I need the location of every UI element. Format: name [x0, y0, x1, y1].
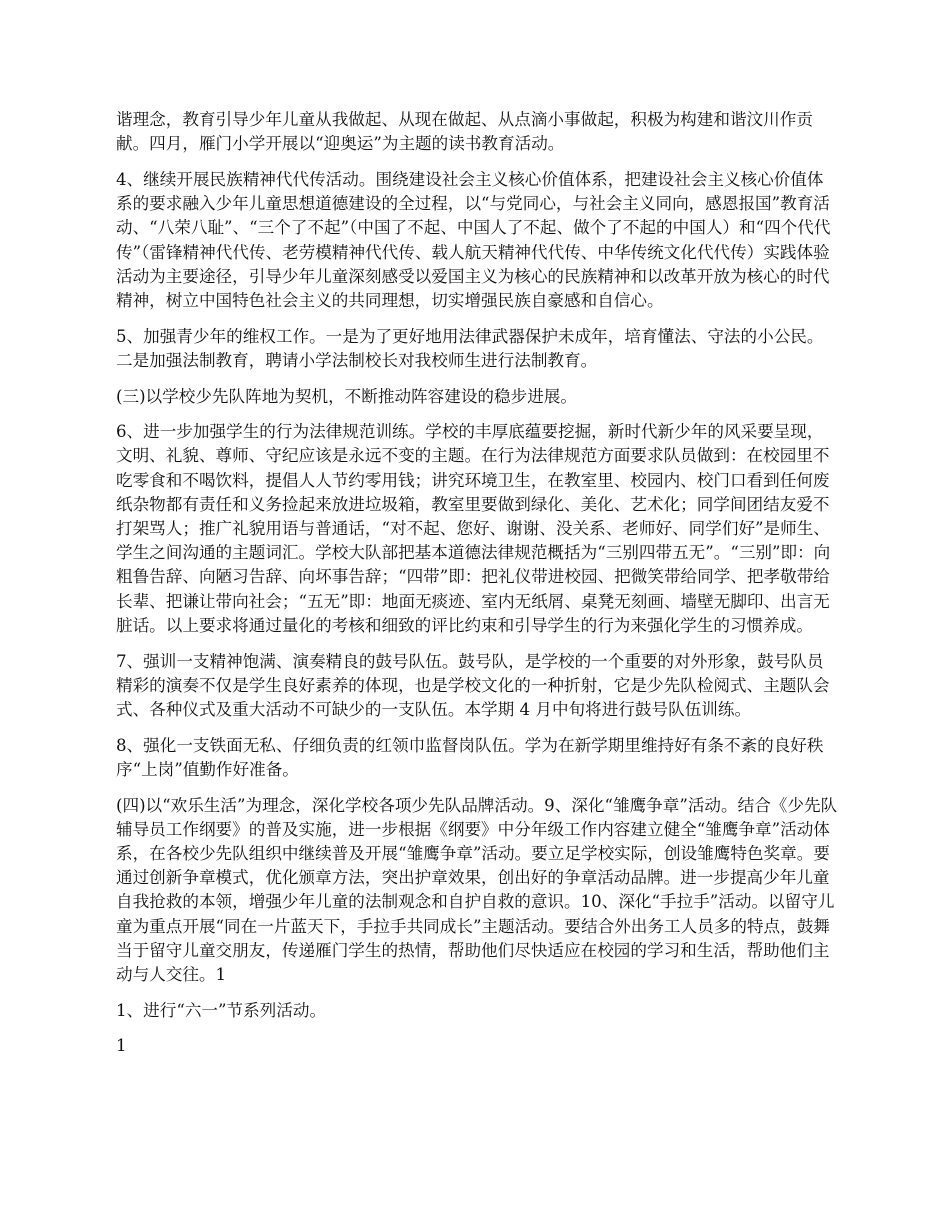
paragraph-item-8-supervision-team: 8、强化一支铁面无私、仔细负责的红领巾监督岗队伍。学为在新学期里维持好有条不紊的良好秩序“上岗”值勤作好准备。	[116, 735, 824, 779]
document-page	[116, 108, 838, 1070]
paragraph-harmony-intro: 谐理念，教育引导少年儿童从我做起、从现在做起、从点滴小事做起，积极为构建和谐汶川作贡献。四月，雁门小学开展以“迎奥运”为主题的读书教育活动。	[116, 110, 813, 154]
paragraph-item-1-childrens-day: 1、进行“六一”节系列活动。	[116, 1000, 327, 1020]
paragraph-section-4-brand-activities: (四)以“欢乐生活”为理念，深化学校各项少先队品牌活动。9、深化“雏鹰争章”活动。结合《少先队辅导员工作纲要》的普及实施，进一步根据《纲要》中分年级工作内容建立健全“雏鹰争章”活动体系，在各校少先队组织中继续普及开展“雏鹰争章”活动。要立足学校实际，创设雏鹰特色奖章。要通过创新争章模式，优化颁章方法，突出护章效果，创出好的争章活动品牌。进一步提高少年儿童自我抢救的本领，增强少年儿童的法制观念和自护自救的意识。10、深化“手拉手”活动。以留守儿童为重点开展“同在一片蓝天下，手拉手共同成长”主题活动。要结合外出务工人员多的特点，鼓舞当于留守儿童交朋友，传递雁门学生的热情，帮助他们尽快适应在校园的学习和生活，帮助他们主动与人交往。1	[116, 795, 838, 984]
paragraph-item-6-behavior-training: 6、进一步加强学生的行为法律规范训练。学校的丰厚底蕴要挖掘，新时代新少年的风采要呈现，文明、礼貌、尊师、守纪应该是永远不变的主题。在行为法律规范方面要求队员做到：在校园里不吃零食和不喝饮料，提倡人人节约零用钱；讲究环境卫生，在教室里、校园内、校门口看到任何废纸杂物都有责任和义务捡起来放进垃圾箱，教室里要做到绿化、美化、艺术化；同学间团结友爱不打架骂人；推广礼貌用语与普通话，“对不起、您好、谢谢、没关系、老师好、同学们好”是师生、学生之间沟通的主题词汇。学校大队部把基本道德法律规范概括为“三别四带五无”。“三别”即：向粗鲁告辞、向陋习告辞、向坏事告辞；“四带”即：把礼仪带进校园、把微笑带给同学、把孝敬带给长辈、把谦让带向社会；“五无”即：地面无痰迹、室内无纸屑、桌凳无刻画、墙壁无脚印、出言无脏话。以上要求将通过量化的考核和细致的评比约束和引导学生的行为来强化学生的习惯养成。	[116, 422, 831, 635]
section-heading-3: (三)以学校少先队阵地为契机，不断推动阵容建设的稳步进展。	[116, 386, 577, 406]
paragraph-item-4-national-spirit: 4、继续开展民族精神代代传活动。围绕建设社会主义核心价值体系，把建设社会主义核心价值体系的要求融入少年儿童思想道德建设的全过程，以“与党同心，与社会主义同向，感恩报国”教育活动、“八荣八耻”、“三个了不起”（中国了不起、中国人了不起、做个了不起的中国人）和“四个代代传”（雷锋精神代代传、老劳模精神代代传、载人航天精神代代传、中华传统文化代代传）实践体验活动为主要途径，引导少年儿童深刻感受以爱国主义为核心的民族精神和以改革开放为核心的时代精神，树立中国特色社会主义的共同理想，切实增强民族自豪感和自信心。	[116, 169, 831, 310]
paragraph-item-5-rights-protection: 5、加强青少年的维权工作。一是为了更好地用法律武器保护未成年，培育懂法、守法的小公民。二是加强法制教育，聘请小学法制校长对我校师生进行法制教育。	[116, 326, 824, 370]
page-number: 1	[116, 1036, 127, 1056]
paragraph-item-7-drum-team: 7、强训一支精神饱满、演奏精良的鼓号队伍。鼓号队，是学校的一个重要的对外形象，鼓号队员精彩的演奏不仅是学生良好素养的体现，也是学校文化的一种折射，它是少先队检阅式、主题队会式、各种仪式及重大活动不可缺少的一支队伍。本学期 4 月中旬将进行鼓号队伍训练。	[116, 651, 830, 719]
